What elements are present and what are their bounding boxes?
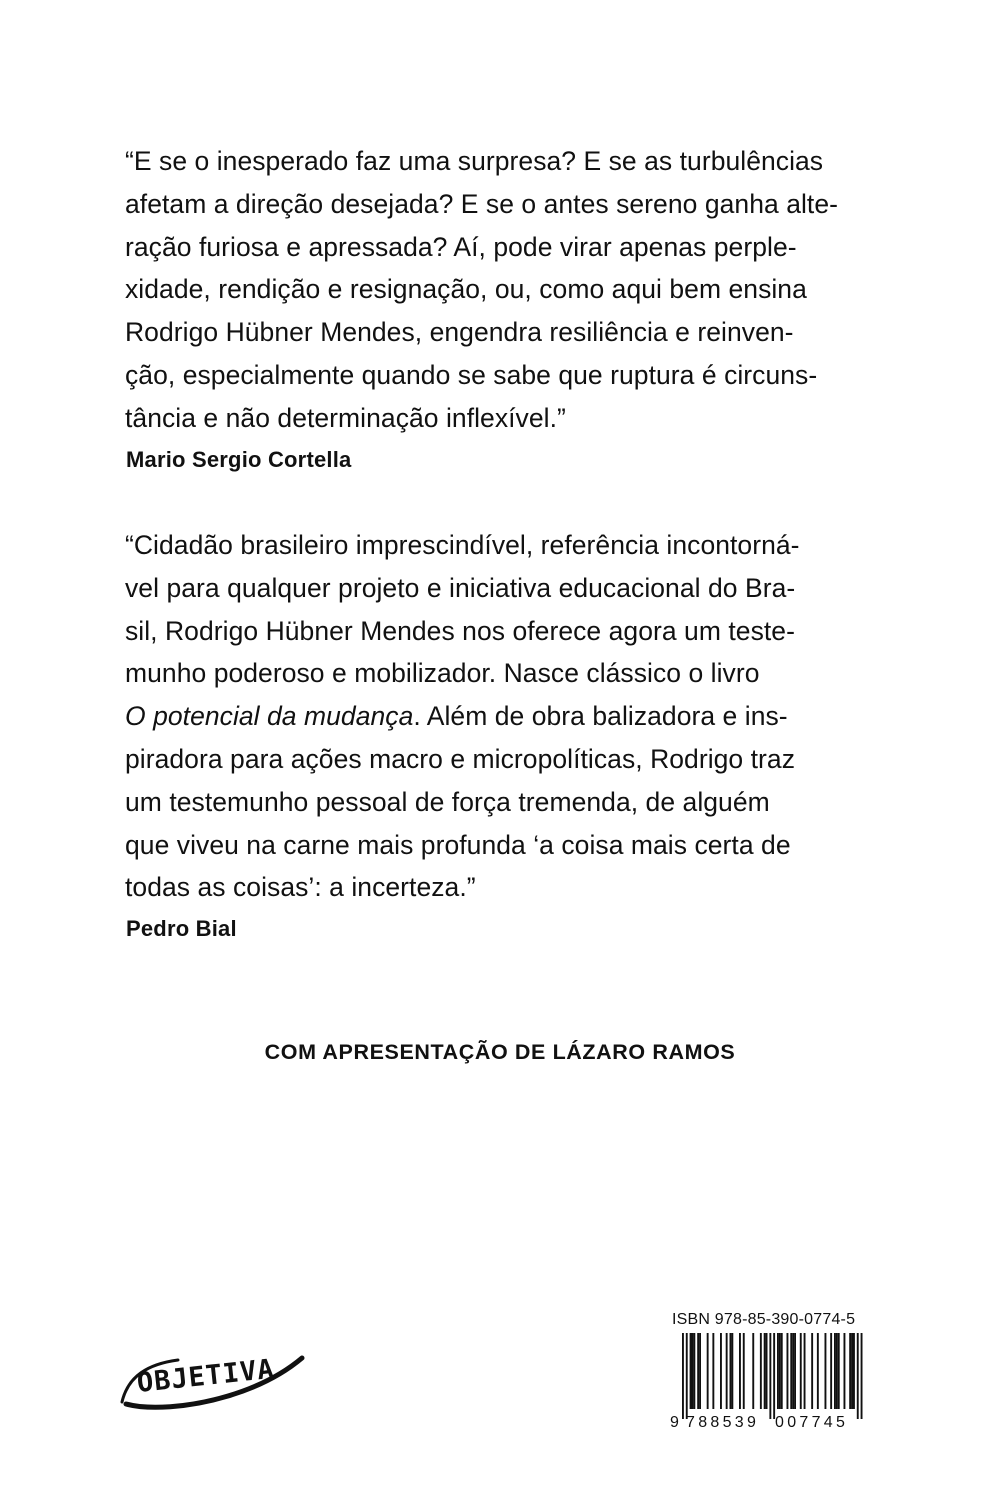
barcode-first-digit: 9 — [670, 1414, 679, 1431]
barcode-bar — [752, 1333, 754, 1409]
quote-line: todas as coisas’: a incerteza.” — [125, 872, 476, 903]
barcode-bar — [811, 1333, 813, 1409]
quote-author-cortella: Mario Sergio Cortella — [126, 447, 352, 472]
barcode-bar — [766, 1333, 768, 1409]
barcode-bar — [682, 1333, 684, 1419]
quote-line-with-title — [125, 695, 875, 738]
barcode-bar — [726, 1333, 728, 1409]
quote-line: afetam a direção desejada? E se o antes sereno ganha alte- — [125, 188, 838, 219]
barcode-bar — [817, 1333, 819, 1409]
quote-line: ração furiosa e apressada? Aí, pode virar apenas perple- — [125, 231, 797, 262]
barcode-bar — [849, 1333, 851, 1409]
quote-line: ção, especialmente quando se sabe que ruptura é circuns- — [125, 359, 818, 390]
barcode-left-digits: 788539 — [686, 1414, 760, 1431]
barcode-bar — [857, 1333, 859, 1419]
barcode-bar — [712, 1333, 714, 1409]
objetiva-logo-icon — [118, 1346, 308, 1416]
barcode-bar — [800, 1333, 802, 1409]
barcode-bar — [693, 1333, 695, 1409]
presentation-credit: COM APRESENTAÇÃO DE LÁZARO RAMOS — [264, 1040, 736, 1064]
barcode-bar — [794, 1333, 796, 1409]
quote-line: um testemunho pessoal de força tremenda, de alguém — [125, 786, 770, 817]
barcode-bar — [699, 1333, 701, 1409]
barcode-bar — [851, 1333, 853, 1409]
barcode-bar — [861, 1333, 863, 1419]
barcode-bar — [804, 1333, 806, 1409]
barcode-bar — [739, 1333, 741, 1409]
barcode-bar — [838, 1333, 840, 1409]
barcode-bar — [853, 1333, 855, 1409]
barcode-bar — [720, 1333, 722, 1409]
book-title: O potencial da mudança — [125, 701, 414, 732]
barcode-bar — [743, 1333, 745, 1409]
quote-line: piradora para ações macro e micropolíticas, Rodrigo traz — [125, 743, 796, 774]
quote-line: vel para qualquer projeto e iniciativa educacional do Bra- — [125, 572, 796, 603]
barcode-bar — [697, 1333, 699, 1409]
barcode-bar — [707, 1333, 709, 1409]
barcode-bar — [730, 1333, 732, 1409]
quote-line: Rodrigo Hübner Mendes, engendra resiliência e reinven- — [125, 317, 794, 348]
barcode-bar — [692, 1333, 694, 1409]
quote-cortella — [125, 140, 875, 440]
quote-line: xidade, rendição e resignação, ou, como aqui bem ensina — [125, 274, 807, 305]
quote-line: munho poderoso e mobilizador. Nasce clássico o livro — [125, 658, 760, 689]
barcode-bar — [790, 1333, 792, 1409]
quote-line: “E se o inesperado faz uma surpresa? E se as turbulências — [125, 146, 824, 176]
barcode-icon — [670, 1333, 870, 1431]
barcode-bar — [830, 1333, 832, 1409]
barcode-bar — [686, 1333, 688, 1419]
barcode-bar — [760, 1333, 762, 1409]
barcode-bar — [690, 1333, 692, 1409]
quote-line: sil, Rodrigo Hübner Mendes nos oferece agora um teste- — [125, 615, 795, 646]
barcode-bar — [769, 1333, 771, 1419]
barcode-bar — [844, 1333, 846, 1409]
publisher-name: OBJETIVA — [135, 1353, 277, 1399]
quote-line: “Cidadão brasileiro imprescindível, referência incontorná- — [125, 530, 800, 560]
quote-line: que viveu na carne mais profunda ‘a coisa mais certa de — [125, 829, 791, 860]
barcode-bar — [834, 1333, 836, 1409]
barcode-bar — [779, 1333, 781, 1409]
barcode-block — [670, 1311, 870, 1431]
barcode-bar — [781, 1333, 783, 1409]
barcode-bar — [825, 1333, 827, 1409]
barcode-bar — [773, 1333, 775, 1419]
barcode-right-digits: 007745 — [775, 1414, 849, 1431]
barcode-bar — [777, 1333, 779, 1409]
quote-line-rest: . Além de obra balizadora e ins- — [413, 701, 788, 732]
barcode-bar — [787, 1333, 789, 1409]
isbn-label: ISBN 978-85-390-0774-5 — [672, 1311, 856, 1328]
barcode-bar — [731, 1333, 733, 1409]
quote-bial — [125, 524, 875, 909]
barcode-bar — [836, 1333, 838, 1409]
quote-line: tância e não determinação inflexível.” — [125, 402, 566, 433]
barcode-bar — [792, 1333, 794, 1409]
barcode-bar — [764, 1333, 766, 1409]
quote-author-bial: Pedro Bial — [126, 916, 237, 941]
